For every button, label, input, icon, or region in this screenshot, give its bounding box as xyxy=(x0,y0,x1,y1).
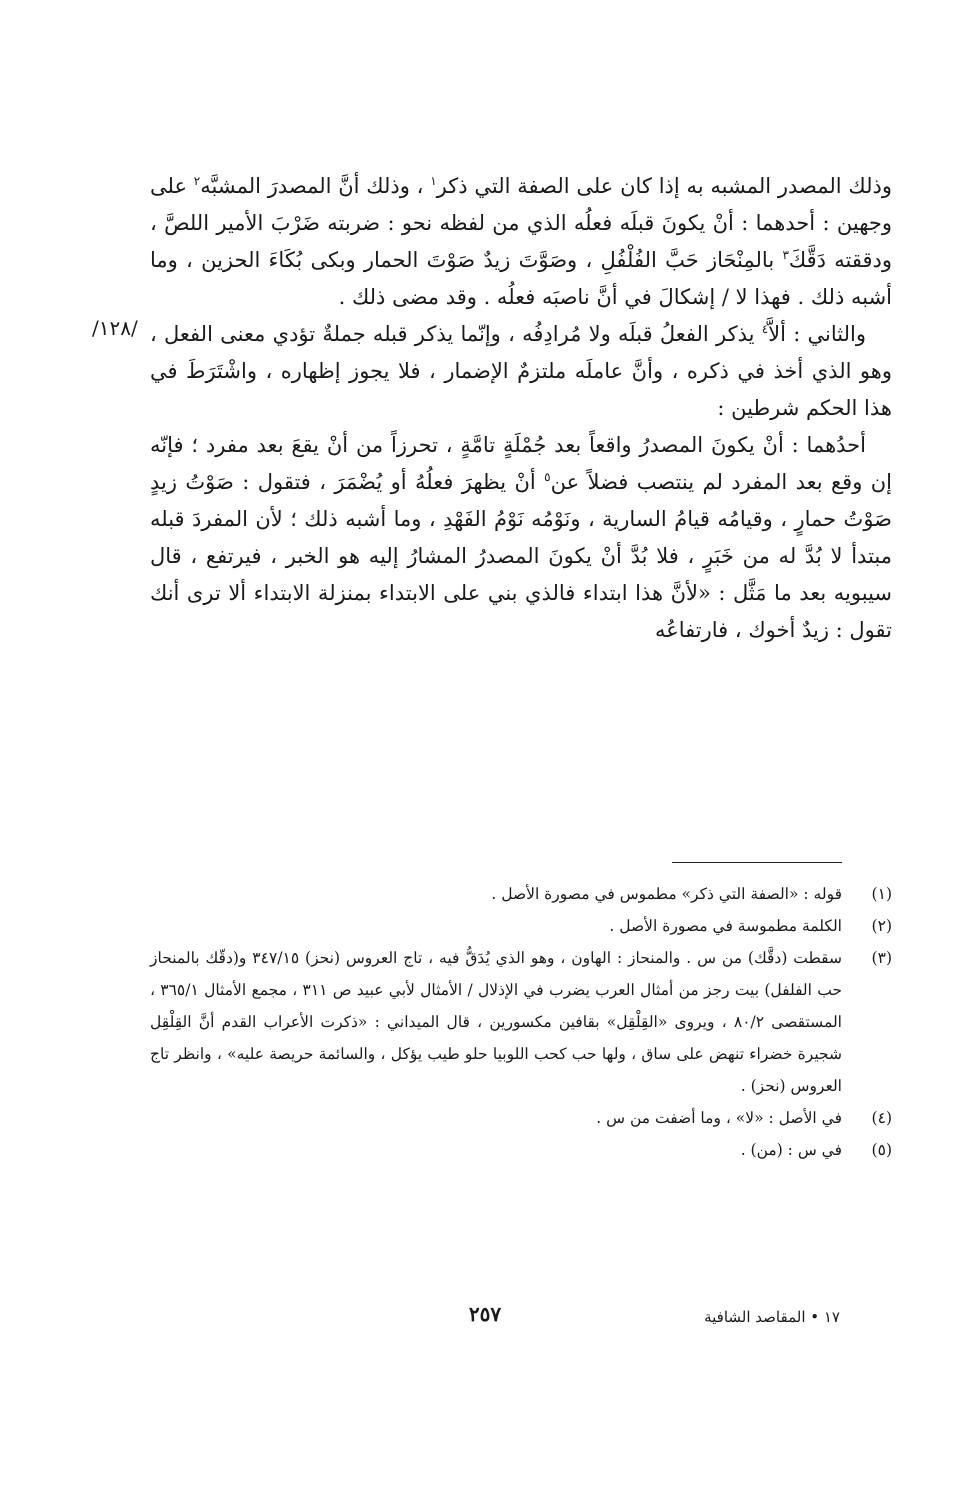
margin-page-reference: /١٢٨/ xyxy=(92,316,138,340)
signature-mark: ١٧ • المقاصد الشافية xyxy=(704,1308,840,1326)
footnote xyxy=(150,1134,892,1166)
page-number: ٢٥٧ xyxy=(468,1302,502,1326)
footnote-marker: ٤ xyxy=(761,322,769,336)
paragraph-text: أحدُهما : أنْ يكونَ المصدرُ واقعاً بعد جُمْلَةٍ تامَّةٍ ، تحرزاً من أنْ يقعَ بعد مفرد ؛ فإنّه إن وقع بعد المفرد لم ينتصب فضلاً عن xyxy=(150,433,893,494)
footnote-number: (٣) xyxy=(871,949,892,967)
footnote-text: سقطت (دقَّك) من س . والمنحاز : الهاون ، وهو الذي يُدَقُّ فيه ، تاج العروس (نحز) ٣٤٧/١٥ و(دقّك بالمنحاز حب الفلفل) بيت رجز من أمثال العرب يضرب في الإذلال / الأمثال لأبي عبيد ص ٣١١ ، مجمع الأمثال ٣٦٥/١ ، المستقصى ٨٠/٢ ، ويروى «القِلْقِل» بقافين مكسورين ، قال الميداني : «ذكرت الأعراب القدم أنَّ القِلْقِل شجيرة خضراء تنهض على ساق ، ولها حب كحب اللوبيا حلو طيب يؤكل ، والسائمة حريصة عليه» ، وانظر تاج العروس (نحز) . xyxy=(150,949,843,1095)
footnote-text: الكلمة مطموسة في مصورة الأصل . xyxy=(609,917,842,935)
footnote-marker: ١ xyxy=(430,174,437,188)
paragraph-text: ، وذلك أنَّ المصدرَ المشبَّه xyxy=(200,174,431,198)
body-paragraph xyxy=(150,316,892,427)
footnote-marker: ٥ xyxy=(544,470,551,484)
footnotes xyxy=(150,878,892,1166)
body-paragraph xyxy=(150,427,892,649)
footnote xyxy=(150,910,892,942)
footnote-text: في الأصل : «لا» ، وما أضفت من س . xyxy=(596,1109,842,1127)
footnote-text: قوله : «الصفة التي ذكر» مطموس في مصورة الأصل . xyxy=(491,885,842,903)
footnote xyxy=(150,878,892,910)
paragraph-text: بالمِنْحَاز حَبَّ الفُلْفُلِ ، وصَوَّتَ زيدٌ صَوْتَ الحمار وبكى بُكَاءَ الحزين ، وما أشبه ذلك . فهذا لا / إشكالَ في أنَّ ناصبَه فعلُه . وقد مضى ذلك . xyxy=(150,248,892,309)
paragraph-text: أنْ يظهرَ فعلُهُ أو يُضْمَرَ ، فتقول : صَوْتُ زيدٍ صَوْتُ حمارٍ ، وقيامُه قيامُ السارية ، ونَوْمُه نَوْمُ الفَهْدِ ، وما أشبه ذلك ؛ لأن المفردَ قبله مبتدأ لا بُدَّ له من خَبَرٍ ، فلا بُدَّ أنْ يكونَ المصدرُ المشارُ إليه هو الخبر ، فيرتفع ، قال سيبويه بعد ما مَثَّل : «لأنَّ هذا ابتداء فالذي بني على الابتداء بمنزلة الابتداء ألا ترى أنك تقول : زيدٌ أخوك ، فارتفاعُه xyxy=(150,470,892,642)
footnote-number: (١) xyxy=(871,885,892,903)
paragraph-text: يذكر الفعلُ قبلَه ولا مُرادِفُه ، وإنّما يذكر قبله جملةٌ تؤدي معنى الفعل ، وهو الذي أخذ في ذكره ، وأنَّ عاملَه ملتزمٌ الإضمار ، فلا يجوز إظهاره ، واشْتَرَطَ في هذا الحكم شرطين : xyxy=(150,322,892,420)
footnote-separator xyxy=(672,862,842,863)
paragraph-text: على وجهين : أحدهما : أنْ يكونَ قبلَه فعلُه الذي من لفظه نحو : ضربته ضَرْبَ الأمير اللصَّ ، ودققته دَقَّكَ xyxy=(150,174,892,272)
footnote-marker: ٢ xyxy=(193,174,201,188)
footnote-text: في س : (من) . xyxy=(740,1141,842,1159)
footnote-number: (٤) xyxy=(871,1109,892,1127)
footnote xyxy=(150,942,892,1102)
paragraph-text: والثاني : ألاَّ xyxy=(768,322,866,346)
footnote-marker: ٣ xyxy=(782,248,789,262)
paragraph-text: وذلك المصدر المشبه به إذا كان على الصفة التي ذكر xyxy=(436,174,892,198)
body-text xyxy=(150,168,892,649)
body-paragraph xyxy=(150,168,892,316)
footnote-number: (٥) xyxy=(871,1141,892,1159)
footnote xyxy=(150,1102,892,1134)
footnote-number: (٢) xyxy=(871,917,892,935)
